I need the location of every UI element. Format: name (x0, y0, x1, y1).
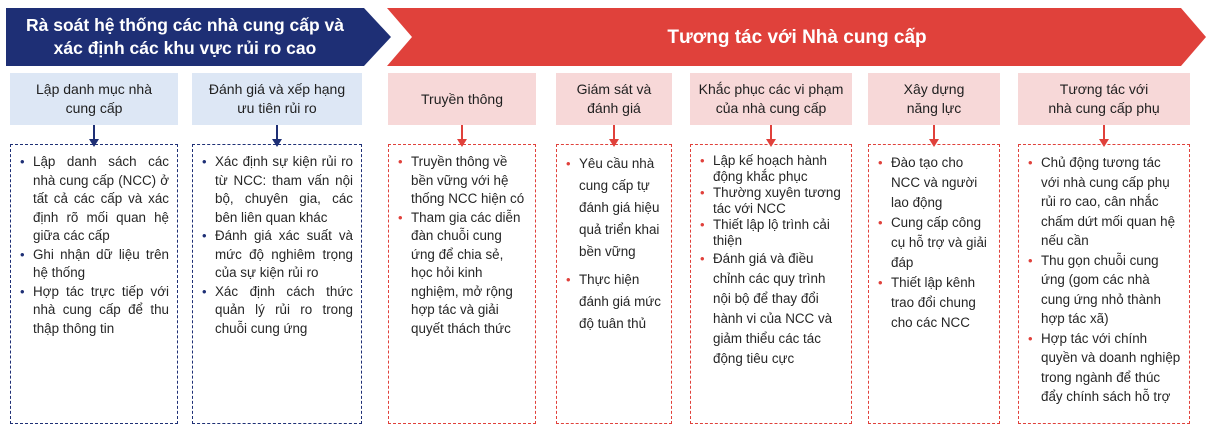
list-item: • Thiết lập lộ trình cải thiện (697, 217, 843, 249)
arrow-down-icon (93, 125, 95, 139)
step-header-communication: Truyền thông (388, 73, 536, 125)
step-header-risk-ranking: Đánh giá và xếp hạng ưu tiên rủi ro (192, 73, 362, 125)
list-item: • Lập danh sách các nhà cung cấp (NCC) ở tất cả các cấp và xác định rõ mối quan hệ giữa các cấp (17, 153, 169, 246)
arrow-down-icon (933, 125, 935, 139)
list-item: • Đánh giá xác suất và mức độ nghiêm trọng của sự kiện rủi ro (199, 227, 353, 283)
list-item: • Truyền thông về bền vững với hệ thống NCC hiện có (395, 153, 527, 209)
phase-banner-review (6, 8, 391, 66)
list-item: • Tham gia các diễn đàn chuỗi cung ứng để chia sẻ, học hỏi kinh nghiệm, mở rộng hợp tác và giải quyết thách thức (395, 209, 527, 339)
banner-title-engagement: Tương tác với Nhà cung cấp (667, 26, 927, 48)
list-item: • Xác định cách thức quản lý rủi ro trong chuỗi cung ứng (199, 283, 353, 339)
step-header-monitoring: Giám sát và đánh giá (556, 73, 672, 125)
step-box-supplier-list (10, 144, 178, 424)
list-item: • Xác định sự kiện rủi ro từ NCC: tham vấn nội bộ, chuyên gia, các bên liên quan khác (199, 153, 353, 227)
list-item: • Đào tạo cho NCC và người lao động (875, 153, 991, 213)
arrow-down-icon (770, 125, 772, 139)
step-header-capacity: Xây dựng năng lực (868, 73, 1000, 125)
list-item: • Cung cấp công cụ hỗ trợ và giải đáp (875, 213, 991, 273)
list-item: • Thiết lập kênh trao đổi chung cho các NCC (875, 273, 991, 333)
arrow-down-icon (276, 125, 278, 139)
step-box-monitoring (556, 144, 672, 424)
phase-banner-engagement (387, 8, 1206, 66)
list-item: • Hợp tác trực tiếp với nhà cung cấp để thu thập thông tin (17, 283, 169, 339)
list-item: • Thu gọn chuỗi cung ứng (gom các nhà cung ứng nhỏ thành hợp tác xã) (1025, 251, 1181, 329)
list-item: • Ghi nhận dữ liệu trên hệ thống (17, 246, 169, 283)
banner-title-review: Rà soát hệ thống các nhà cung cấp và xác định các khu vực rủi ro cao (26, 15, 344, 58)
step-header-sub-suppliers: Tương tác với nhà cung cấp phụ (1018, 73, 1190, 125)
step-box-risk-ranking (192, 144, 362, 424)
step-box-sub-suppliers (1018, 144, 1190, 424)
step-header-remediation: Khắc phục các vi phạm của nhà cung cấp (690, 73, 852, 125)
step-box-capacity (868, 144, 1000, 424)
list-item: • Hợp tác với chính quyền và doanh nghiệp trong ngành để thúc đẩy chính sách hỗ trợ (1025, 329, 1181, 407)
step-box-remediation (690, 144, 852, 424)
list-item: • Thường xuyên tương tác với NCC (697, 185, 843, 217)
list-item: • Đánh giá và điều chỉnh các quy trình nội bộ để thay đổi hành vi của NCC và giảm thiểu các tác động tiêu cực (697, 249, 843, 369)
list-item: • Chủ động tương tác với nhà cung cấp phụ rủi ro cao, cân nhắc chấm dứt mối quan hệ nếu cần (1025, 153, 1181, 251)
arrow-down-icon (1103, 125, 1105, 139)
step-box-communication (388, 144, 536, 424)
arrow-down-icon (613, 125, 615, 139)
list-item: • Lập kế hoạch hành động khắc phục (697, 153, 843, 185)
step-header-supplier-list: Lập danh mục nhà cung cấp (10, 73, 178, 125)
arrow-down-icon (461, 125, 463, 139)
list-item: • Thực hiện đánh giá mức độ tuân thủ (563, 269, 663, 335)
list-item: • Yêu cầu nhà cung cấp tự đánh giá hiệu quả triển khai bền vững (563, 153, 663, 263)
